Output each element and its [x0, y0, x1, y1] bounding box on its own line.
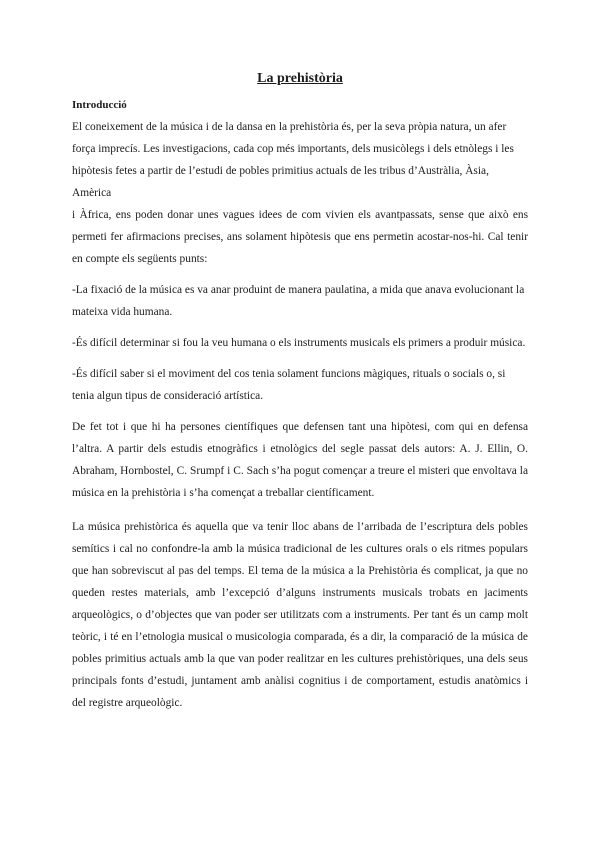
- paragraph-intro-1: El coneixement de la música i de la dansa en la prehistòria és, per la seva pròpia natura, un afer força imprecís. Les investigacions, cada cop més importants, dels musicòlegs i dels etnòlegs i les hipòtesis fetes a partir de l’estudi de pobles primitius actuals de les tribus d’Austràlia, Àsia, Amèrica: [72, 121, 514, 199]
- document-title: La prehistòria: [257, 71, 343, 86]
- document-page: [72, 70, 528, 714]
- paragraph-intro-2: i Àfrica, ens poden donar unes vagues idees de com vivien els avantpassats, sense que això ens permeti fer afirmacions precises, ans solament hipòtesis que ens permetin acostar-nos-hi. Cal tenir en compte els següents punts:: [72, 209, 528, 265]
- paragraph-point-2: -És difícil determinar si fou la veu humana o els instruments musicals els primers a produir música.: [72, 337, 526, 349]
- section-heading: Introducció: [72, 99, 127, 111]
- paragraph-research: De fet tot i que hi ha persones científiques que defensen tant una hipòtesi, com qui en defensa l’altra. A partir dels estudis etnogràfics i etnològics del segle passat dels autors: A. J. Ellin, O. Abraham, Hornbostel, C. Srumpf i C. Sach s’ha pogut començar a treure el misteri que envoltava la música en la prehistòria i s’ha començat a treballar científicament.: [72, 421, 528, 499]
- paragraph-point-1: -La fixació de la música es va anar produint de manera paulatina, a mida que anava evolucionant la mateixa vida humana.: [72, 284, 525, 318]
- paragraph-point-3: -És difícil saber si el moviment del cos tenia solament funcions màgiques, rituals o socials o, si tenia algun tipus de consideració artística.: [72, 368, 506, 402]
- paragraph-prehistoric-music: La música prehistòrica és aquella que va tenir lloc abans de l’arribada de l’escriptura dels pobles semítics i cal no confondre-la amb la música tradicional de les cultures orals o els ritmes populars que han sobreviscut al pas del temps. El tema de la música a la Prehistòria és complicat, ja que no queden restes materials, amb l’excepció d’alguns instruments musicals trobats en jaciments arqueològics, o d’objectes que van poder ser utilitzats com a instruments. Per tant és un camp molt teòric, i té en l’etnologia musical o musicologia comparada, és a dir, la comparació de la música de pobles primitius actuals amb la que van poder realitzar en les cultures prehistòriques, una dels seus principals fonts d’estudi, juntament amb anàlisi cognitius i de comportament, estudis anatòmics i del registre arqueològic.: [72, 521, 528, 709]
